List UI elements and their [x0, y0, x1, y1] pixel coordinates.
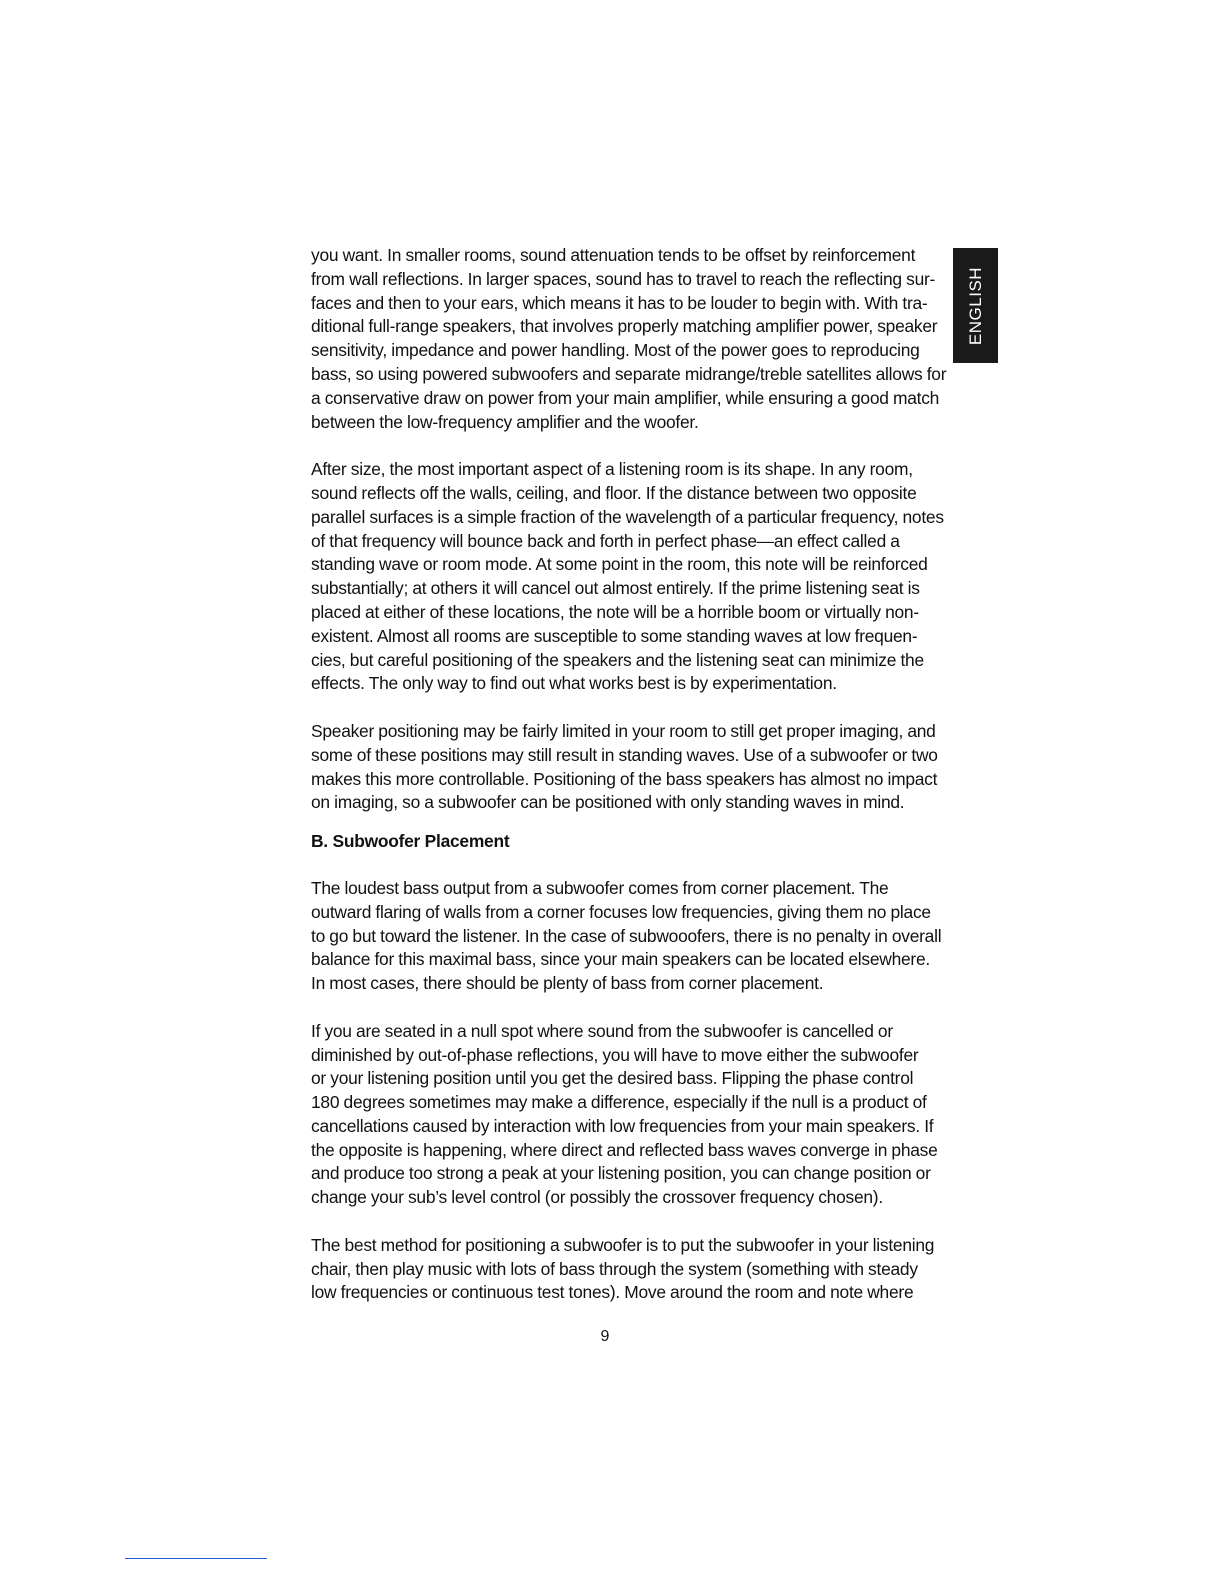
text-line: low frequencies or continuous test tones). Move around the room and note where: [311, 1282, 914, 1303]
paragraph-spacer: [311, 996, 935, 1020]
paragraph-corner-placement: [311, 877, 942, 996]
text-line: a conservative draw on power from your main amplifier, while ensuring a good match: [311, 387, 940, 408]
text-line: After size, the most important aspect of a listening room is its shape. In any room,: [311, 459, 913, 480]
paragraph-speaker-positioning: [311, 720, 938, 815]
page-number: 9: [600, 1328, 610, 1345]
text-line: or your listening position until you get the desired bass. Flipping the phase control: [311, 1068, 914, 1089]
text-line: faces and then to your ears, which means it has to be louder to begin with. With tra-: [311, 292, 928, 313]
text-line: effects. The only way to find out what works best is by experimentation.: [311, 673, 837, 694]
paragraph-room-size: [311, 244, 947, 434]
text-line: outward flaring of walls from a corner focuses low frequencies, giving them no place: [311, 901, 931, 922]
text-line: between the low-frequency amplifier and the woofer.: [311, 411, 699, 432]
text-line: cancellations caused by interaction with low frequencies from your main speakers. If: [311, 1115, 934, 1136]
text-line: from wall reflections. In larger spaces, sound has to travel to reach the reflecting sur-: [311, 268, 936, 289]
heading-spacer: [311, 858, 935, 877]
text-line: to go but toward the listener. In the case of subwooofers, there is no penalty in overall: [311, 925, 942, 946]
text-line: change your sub’s level control (or possibly the crossover frequency chosen).: [311, 1187, 883, 1208]
text-line: If you are seated in a null spot where sound from the subwoofer is cancelled or: [311, 1020, 893, 1041]
text-line: 180 degrees sometimes may make a difference, especially if the null is a product of: [311, 1092, 927, 1113]
body-text-column: [311, 244, 947, 1305]
text-line: some of these positions may still result in standing waves. Use of a subwoofer or two: [311, 744, 938, 765]
paragraph-spacer: [311, 434, 935, 458]
text-line: the opposite is happening, where direct and reflected bass waves converge in phase: [311, 1139, 938, 1160]
paragraph-spacer: [311, 696, 935, 720]
footer-rule: [125, 1558, 267, 1559]
text-line: substantially; at others it will cancel out almost entirely. If the prime listening seat is: [311, 578, 920, 599]
text-line: sound reflects off the walls, ceiling, and floor. If the distance between two opposite: [311, 482, 917, 503]
text-line: The loudest bass output from a subwoofer comes from corner placement. The: [311, 877, 889, 898]
text-line: Speaker positioning may be fairly limited in your room to still get proper imaging, and: [311, 720, 936, 741]
text-line: ditional full-range speakers, that involves properly matching amplifier power, speaker: [311, 316, 938, 337]
paragraph-room-shape: [311, 458, 944, 696]
paragraph-best-method: [311, 1234, 935, 1305]
text-line: The best method for positioning a subwoofer is to put the subwoofer in your listening: [311, 1234, 935, 1255]
text-line: In most cases, there should be plenty of bass from corner placement.: [311, 973, 824, 994]
text-line: on imaging, so a subwoofer can be positioned with only standing waves in mind.: [311, 792, 905, 813]
text-line: placed at either of these locations, the note will be a horrible boom or virtually non-: [311, 601, 919, 622]
text-line: and produce too strong a peak at your listening position, you can change position or: [311, 1163, 931, 1184]
text-line: standing wave or room mode. At some point in the room, this note will be reinforced: [311, 554, 928, 575]
text-line: makes this more controllable. Positioning of the bass speakers has almost no impact: [311, 768, 938, 789]
text-line: existent. Almost all rooms are susceptible to some standing waves at low frequen-: [311, 625, 918, 646]
paragraph-null-spot: [311, 1020, 938, 1210]
text-line: balance for this maximal bass, since your main speakers can be located elsewhere.: [311, 949, 930, 970]
text-line: bass, so using powered subwoofers and separate midrange/treble satellites allows for: [311, 363, 947, 384]
text-line: parallel surfaces is a simple fraction of the wavelength of a particular frequency, notes: [311, 506, 944, 527]
language-tab: [953, 248, 998, 363]
section-heading: B. Subwoofer Placement: [311, 831, 510, 852]
paragraph-spacer: [311, 1210, 935, 1234]
text-line: of that frequency will bounce back and forth in perfect phase—an effect called a: [311, 530, 900, 551]
text-line: you want. In smaller rooms, sound attenuation tends to be offset by reinforcement: [311, 245, 916, 265]
text-line: diminished by out-of-phase reflections, you will have to move either the subwoofer: [311, 1044, 919, 1065]
text-line: chair, then play music with lots of bass through the system (something with steady: [311, 1258, 918, 1279]
language-tab-label: ENGLISH: [965, 266, 985, 345]
text-line: cies, but careful positioning of the speakers and the listening seat can minimize the: [311, 649, 924, 670]
text-line: sensitivity, impedance and power handling. Most of the power goes to reproducing: [311, 340, 920, 361]
